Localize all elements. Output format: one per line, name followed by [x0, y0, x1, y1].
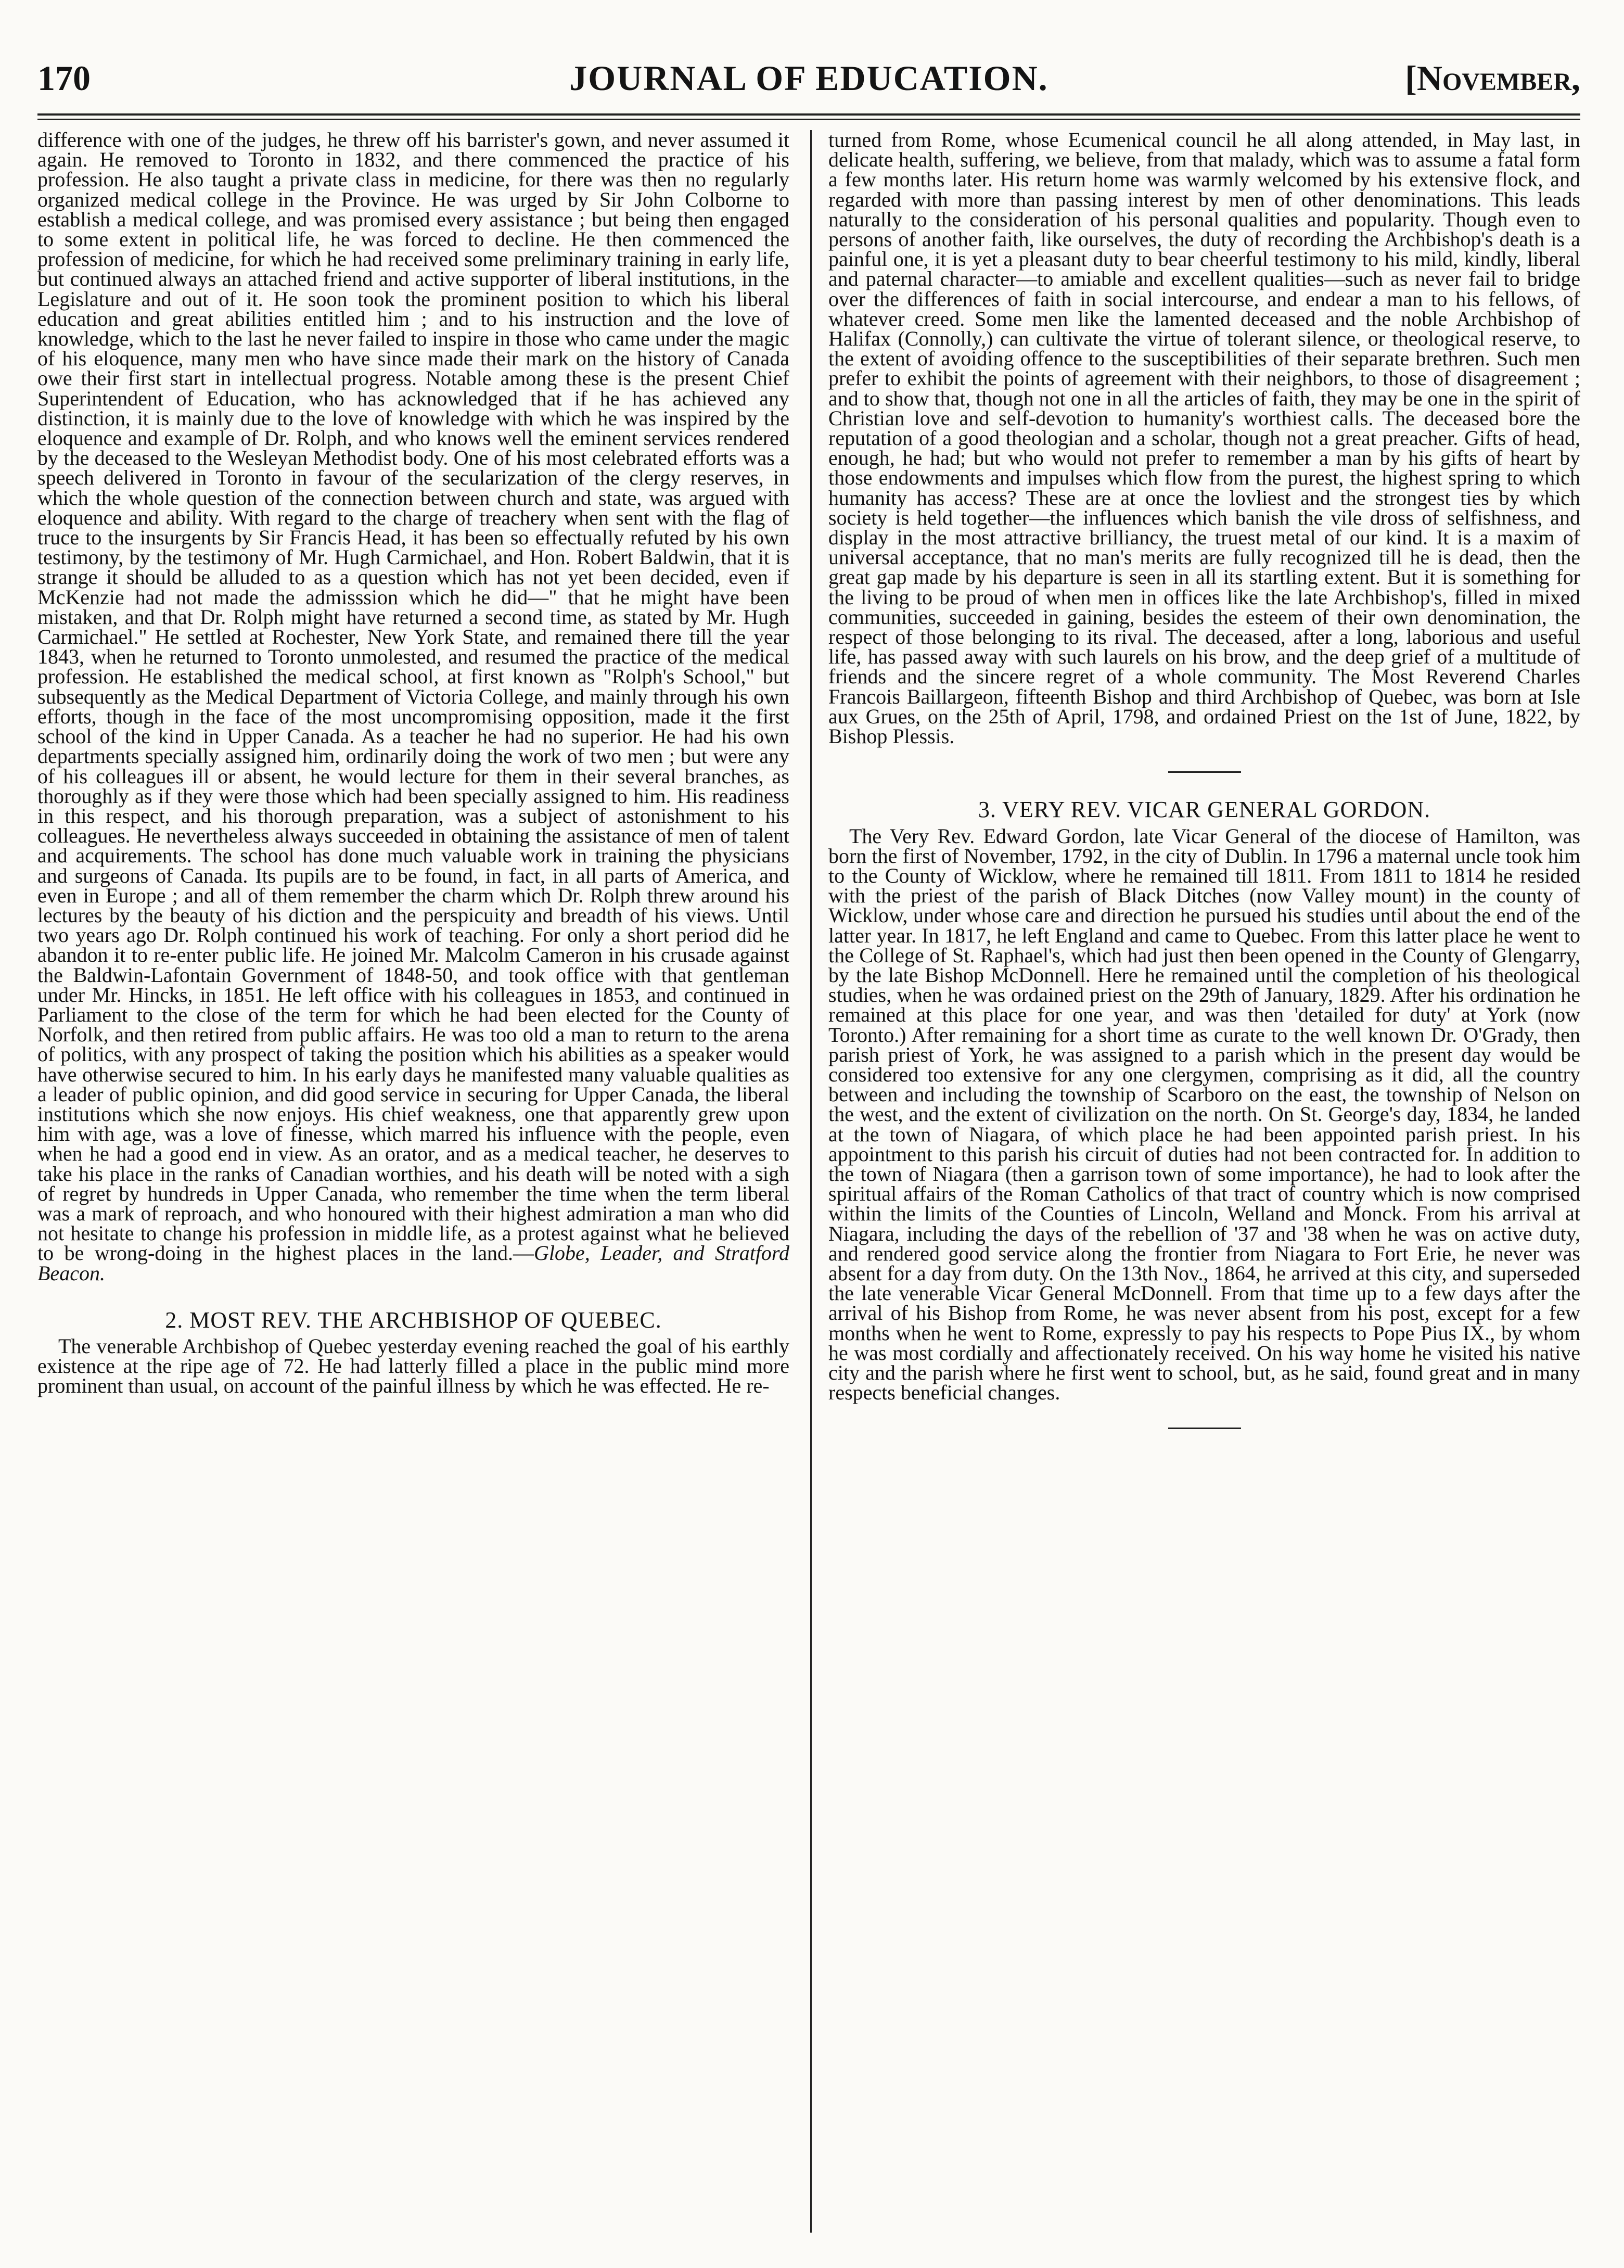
header-rule-secondary: [37, 119, 1580, 120]
section-2-title: 2. MOST REV. THE ARCHBISHOP OF QUEBEC.: [165, 1307, 662, 1333]
source-citation: Globe, Leader, and Stratford Beacon.: [37, 1241, 789, 1285]
page-header: [37, 49, 1580, 107]
rolph-obituary-continued: [37, 130, 789, 1283]
section-separator: [1168, 771, 1241, 773]
section-2-text: The venerable Archbishop of Quebec yesterday evening reached the goal of his earthly existence at the ripe age of 72. He had latterly filled a place in the public mind more prominent than usual, on account of the painful illness by which he was effected. He re-: [37, 1334, 789, 1398]
section-2-continued: turned from Rome, whose Ecumenical council he all along attended, in May last, in delicate health, suffering, we believe, from that malady, which was to assume a fatal form a few months later. His return home was warmly welcomed by his extensive flock, and regarded with more than passing interest by men of other denominations. This leads naturally to the consideration of his personal qualities and popularity. Though even to persons of another faith, like ourselves, the duty of recording the Archbishop's death is a painful one, it is yet a pleasant duty to bear cheerful testimony to his mild, kindly, liberal and paternal character—to amiable and excellent qualities—such as never fail to bridge over the differences of faith in social intercourse, and endear a man to his fellows, of whatever creed. Some men like the lamented deceased and the noble Archbishop of Halifax (Connolly,) can cultivate the virtue of tolerant silence, or theological reserve, to the extent of avoiding offence to the susceptibilities of their separate brethren. Such men prefer to exhibit the points of agreement with their neighbors, to those of disagreement ; and to show that, though not one in all the articles of faith, they may be one in the spirit of Christian love and self-devotion to humanity's worthiest calls. The deceased bore the reputation of a good theologian and a scholar, though not a great preacher. Gifts of head, enough, he had; but who would not prefer to remember a man by his gifts of heart by those endowments and impulses which flow from the purest, the highest spring to which humanity has access? These are at once the lovliest and the strongest ties by which society is held together—the influences which banish the vile dross of selfishness, and display in the most attractive brilliancy, the truest metal of our kind. It is a maxim of universal acceptance, that no man's merits are fully recognized till he is dead, then the great gap made by his departure is seen in all its startling extent. But it is something for the living to be proud of when men in offices like the late Archbishop's, filled in mixed communities, succeeded in gaining, besides the esteem of their own denomination, the respect of those belonging to its rival. The deceased, after a long, laborious and useful life, has passed away with such laurels on his brow, and the deep grief of a multitude of friends and the sincere regret of a whole community. The Most Reverend Charles Francois Baillargeon, fifteenth Bishop and third Archbishop of Quebec, was born at Isle aux Grues, on the 25th of April, 1798, and ordained Priest on the 1st of June, 1822, by Bishop Plessis.: [828, 130, 1580, 748]
header-month: [November,: [1405, 58, 1580, 98]
section-3-title: 3. VERY REV. VICAR GENERAL GORDON.: [978, 797, 1431, 823]
column-divider: [810, 130, 812, 2233]
end-separator: [1168, 1428, 1241, 1429]
rolph-text: difference with one of the judges, he threw off his barrister's gown, and never assumed it again. He removed to Toronto in 1832, and there commenced the practice of his profession. He also taught a private class in medicine, for there was then no regularly organized medical college in the Province. He was urged by Sir John Colborne to establish a medical college, and was promised every assistance ; but being then engaged to some extent in political life, he was forced to decline. He then commenced the profession of medicine, for which he had received some preliminary training in early life, but continued always an attached friend and active supporter of liberal institutions, in the Legislature and out of it. He soon took the prominent position to which his liberal education and great abilities entitled him ; and to his instruction and the love of knowledge, which to the last he never failed to inspire in those who came under the magic of his eloquence, many men who have since made their mark on the history of Canada owe their first start in intellectual progress. Notable among these is the present Chief Superintendent of Education, who has acknowledged that if he has achieved any distinction, it is mainly due to the love of knowledge with which he was inspired by the eloquence and example of Dr. Rolph, and who knows well the eminent services rendered by the deceased to the Wesleyan Methodist body. One of his most celebrated efforts was a speech delivered in Toronto in favour of the secularization of the clergy reserves, in which the whole question of the connection between church and state, was argued with eloquence and ability. With regard to the charge of treachery when sent with the flag of truce to the insurgents by Sir Francis Head, it has been so effectually refuted by his own testimony, by the testimony of Mr. Hugh Carmichael, and Hon. Robert Baldwin, that it is strange it should be alluded to as a question which has not yet been decided, even if McKenzie had not made the admisssion which he did—" that he might have been mistaken, and that Dr. Rolph might have returned a second time, as stated by Mr. Hugh Carmichael." He settled at Rochester, New York State, and remained there till the year 1843, when he returned to Toronto unmolested, and resumed the practice of the medical profession. He established the medical school, at first known as "Rolph's School," but subsequently as the Medical Department of Victoria College, and mainly through his own efforts, though in the face of the most uncompromising opposition, made it the first school of the kind in Upper Canada. As a teacher he had no superior. He had his own departments specially assigned him, ordinarily doing the work of two men ; but were any of his colleagues ill or absent, he would lecture for them in their several branches, as thoroughly as if they were those which had been specially assigned to him. His readiness in this respect, and his thorough preparation, was a subject of astonishment to his colleagues. He nevertheless always succeeded in obtaining the assistance of men of talent and acquirements. The school has done much valuable work in training the physicians and surgeons of Canada. Its pupils are to be found, in fact, in all parts of America, and even in Europe ; and all of them remember the charm which Dr. Rolph threw around his lectures by the beauty of his diction and the perspicuity and breadth of his views. Until two years ago Dr. Rolph continued his work of teaching. For only a short period did he abandon it to re-enter public life. He joined Mr. Malcolm Cameron in his crusade against the Baldwin-Lafontain Government of 1848-50, and took office with that gentleman under Mr. Hincks, in 1851. He left office with his colleagues in 1853, and continued in Parliament to the close of the term for which he had been elected for the County of Norfolk, and then retired from public affairs. He was too old a man to return to the arena of politics, with any prospect of taking the position which his abilities as a speaker would have otherwise secured to him. In his early days he manifested many valuable qualities as a leader of public opinion, and did good service in securing for Upper Canada, the liberal institutions which she now enjoys. His chief weakness, one that apparently grew upon him with age, was a love of finesse, which marred his influence with the people, even when he had a good end in view. As an orator, and as a medical teacher, he deserves to take his place in the ranks of Canadian worthies, and his death will be noted with a sigh of regret by hundreds in Upper Canada, who remember the time when the term liberal was a mark of reproach, and who honoured with their highest admiration a man who did not hesitate to change his profession in middle life, as a protest against what he believed to be wrong-doing in the highest places in the land.—: [37, 130, 789, 1265]
running-title: JOURNAL OF EDUCATION.: [569, 58, 1048, 98]
right-column: [828, 130, 1580, 2238]
header-rule: [37, 113, 1580, 116]
page-number: 170: [37, 58, 91, 98]
section-3-text: The Very Rev. Edward Gordon, late Vicar General of the diocese of Hamilton, was born the first of November, 1792, in the city of Dublin. In 1796 a maternal uncle took him to the County of Wicklow, where he remained till 1811. From 1811 to 1814 he resided with the priest of the parish of Black Ditches (now Valley mount) in the county of Wicklow, under whose care and direction he pursued his studies until about the end of the latter year. In 1817, he left England and came to Quebec. From this latter place he went to the College of St. Raphael's, which had just then been opened in the County of Glengarry, by the late Bishop McDonnell. Here he remained until the completion of his theological studies, when he was ordained priest on the 29th of January, 1829. After his ordination he remained at this place for one year, and was then 'detailed for duty' at York (now Toronto.) After remaining for a short time as curate to the well known Dr. O'Grady, then parish priest of York, he was assigned to a parish which in the present day would be considered too extensive for any one clergymen, comprising as it did, all the country between and including the township of Scarboro on the east, the township of Nelson on the west, and the extent of civilization on the north. On St. George's day, 1834, he landed at the town of Niagara, of which place he had been appointed parish priest. In his appointment to this parish his circuit of duties had not been contracted for. In addition to the town of Niagara (then a garrison town of some importance), he had to look after the spiritual affairs of the Roman Catholics of that tract of country which is now comprised within the limits of the Counties of Lincoln, Welland and Monck. From his arrival at Niagara, including the days of the rebellion of '37 and '38 when he was on active duty, and rendered good service along the frontier from Niagara to Fort Erie, he never was absent for a day from duty. On the 13th Nov., 1864, he arrived at this city, and superseded the late venerable Vicar General McDonnell. From that time up to a few days after the arrival of his Bishop from Rome, he was never absent from his post, except for a few months when he went to Rome, expressly to pay his respects to Pope Pius IX., by whom he was most cordially and affectionately received. On his way home he visited his native city and the parish where he first went to school, but, as he said, found great and in many respects beneficial changes.: [828, 824, 1580, 1405]
left-column: [37, 130, 789, 2238]
